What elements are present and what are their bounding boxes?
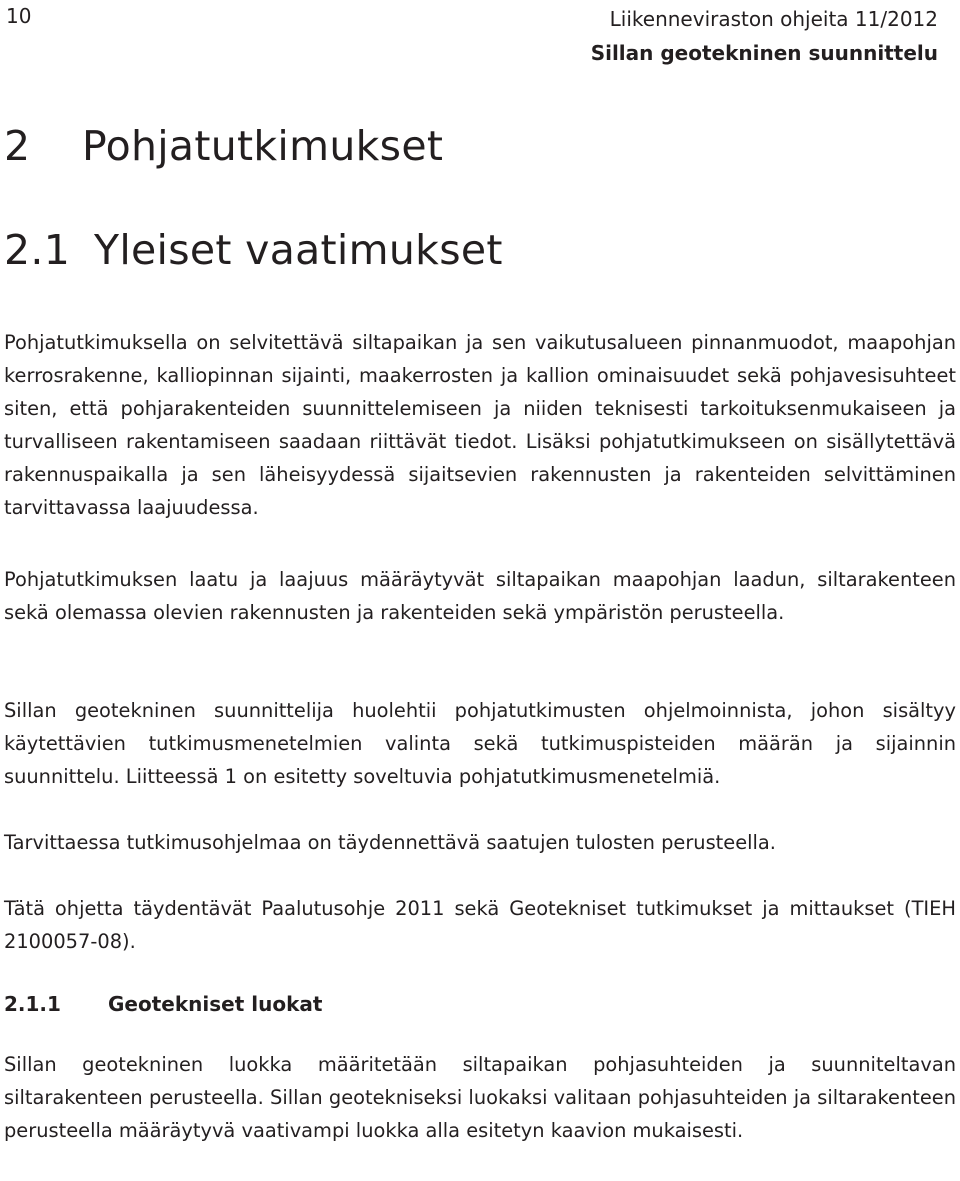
section-number: 2.1 [4, 226, 71, 274]
subsection-heading [4, 989, 322, 1019]
section-heading [4, 222, 503, 278]
chapter-number: 2 [4, 122, 31, 170]
paragraph-supplement-program: Tarvittaessa tutkimusohjelmaa on täydennettävä saatujen tulosten perusteella. [4, 831, 776, 854]
running-header [591, 2, 938, 70]
paragraph-geotechnical-class: Sillan geotekninen luokka määritetään siltapaikan pohjasuhteiden ja suunniteltavan siltarakenteen perusteella. Sillan geotekniseksi luokaksi valitaan pohjasuhteiden ja siltarakenteen perusteella määräytyvä vaativampi luokka alla esitetyn kaavion mukaisesti. [4, 1053, 956, 1142]
paragraph-requirements: Pohjatutkimuksella on selvitettävä siltapaikan ja sen vaikutusalueen pinnanmuodot, maapohjan kerrosrakenne, kalliopinnan sijainti, maakerrosten ja kallion ominaisuudet sekä pohjavesisuhteet siten, että pohjarakenteiden suunnittelemiseen ja niiden teknisesti tarkoituksenmukaiseen ja turvalliseen rakentamiseen saadaan riittävät tiedot. Lisäksi pohjatutkimukseen on sisällytettävä rakennuspaikalla ja sen läheisyydessä sijaitsevien rakennusten ja rakenteiden selvittäminen tarvittavassa laajuudessa. [4, 331, 956, 519]
section-title: Yleiset vaatimukset [94, 226, 503, 274]
paragraph-related-guidelines: Tätä ohjetta täydentävät Paalutusohje 2011 sekä Geotekniset tutkimukset ja mittaukset (TIEH 2100057-08). [4, 897, 956, 953]
document-title: Sillan geotekninen suunnittelu [590, 41, 938, 65]
publication-series: Liikenneviraston ohjeita 11/2012 [609, 7, 938, 31]
subsection-title: Geotekniset luokat [108, 992, 323, 1016]
chapter-heading [4, 118, 443, 174]
page-number: 10 [6, 4, 32, 28]
paragraph-scope: Pohjatutkimuksen laatu ja laajuus määräytyvät siltapaikan maapohjan laadun, siltarakenteen sekä olemassa olevien rakennusten ja rakenteiden sekä ympäristön perusteella. [4, 568, 956, 624]
subsection-number: 2.1.1 [4, 992, 61, 1016]
paragraph-designer-duties: Sillan geotekninen suunnittelija huolehtii pohjatutkimusten ohjelmoinnista, johon sisältyy käytettävien tutkimusmenetelmien valinta sekä tutkimuspisteiden määrän ja sijainnin suunnittelu. Liitteessä 1 on esitetty soveltuvia pohjatutkimusmenetelmiä. [4, 699, 956, 788]
chapter-title: Pohjatutkimukset [82, 122, 444, 170]
